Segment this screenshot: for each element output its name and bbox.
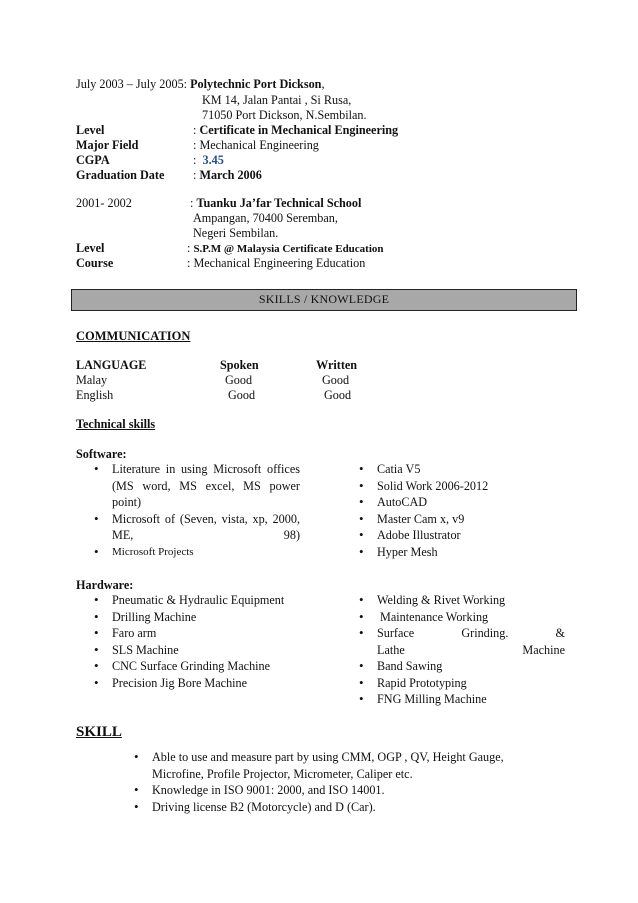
colon: : — [187, 256, 191, 270]
colon: : — [187, 241, 191, 255]
list-item: • Faro arm — [90, 625, 330, 642]
poly-cgpa-value: 3.45 — [202, 153, 224, 167]
poly-level-label: Level — [76, 123, 105, 137]
col-language: LANGUAGE — [76, 358, 147, 372]
list-item: • Catia V5 — [355, 461, 575, 478]
list-item: • Knowledge in ISO 9001: 2000, and ISO 14001. — [130, 782, 540, 799]
software-heading: Software: — [76, 447, 127, 461]
list-item: • Literature in using Microsoft offices (MS word, MS excel, MS power point) — [90, 461, 300, 511]
skill-list — [130, 749, 540, 815]
list-item: • Hyper Mesh — [355, 544, 575, 561]
tech-level-label: Level — [76, 241, 105, 255]
list-item: • Solid Work 2006-2012 — [355, 478, 575, 495]
list-item: • Band Sawing — [355, 658, 565, 675]
list-item: • Microsoft of (Seven, vista, xp, 2000, ME, 98) — [90, 511, 300, 544]
list-item: • SLS Machine — [90, 642, 330, 659]
skills-knowledge-banner: SKILLS / KNOWLEDGE — [71, 289, 577, 311]
tech-course-row — [187, 256, 365, 271]
hardware-right-list — [355, 592, 565, 708]
list-item: • Pneumatic & Hydraulic Equipment — [90, 592, 330, 609]
poly-addr1: KM 14, Jalan Pantai , Si Rusa, — [202, 93, 352, 107]
communication-heading: COMMUNICATION — [76, 329, 191, 343]
poly-field-value: Mechanical Engineering — [199, 138, 319, 152]
list-item: • Master Cam x, v9 — [355, 511, 575, 528]
tech-addr1: Ampangan, 70400 Seremban, — [193, 211, 338, 225]
tech-school: Tuanku Ja’far Technical School — [196, 196, 362, 210]
col-spoken: Spoken — [220, 358, 259, 372]
tech-course-value: Mechanical Engineering Education — [193, 256, 366, 270]
list-item: • AutoCAD — [355, 494, 575, 511]
poly-grad-label: Graduation Date — [76, 168, 165, 182]
colon: : — [193, 153, 197, 167]
poly-grad-value: March 2006 — [199, 168, 262, 182]
poly-grad-row — [193, 168, 262, 183]
lang-row-0-language: Malay — [76, 373, 108, 387]
software-left-list — [90, 461, 300, 560]
poly-addr2: 71050 Port Dickson, N.Sembilan. — [202, 108, 367, 122]
lang-row-1-spoken: Good — [228, 388, 256, 402]
lang-row-0-spoken: Good — [225, 373, 253, 387]
list-item: • Able to use and measure part by using CMM, OGP , QV, Height Gauge, Microfine, Profile Projector, Micrometer, Caliper etc. — [130, 749, 540, 782]
software-right-list — [355, 461, 575, 560]
poly-dates-line — [76, 77, 325, 92]
list-item: • FNG Milling Machine — [355, 691, 565, 708]
list-item: • Drilling Machine — [90, 609, 330, 626]
tech-dates: 2001- 2002 — [76, 196, 132, 210]
lang-row-1-written: Good — [324, 388, 352, 402]
list-item: • CNC Surface Grinding Machine — [90, 658, 330, 675]
list-item: • Driving license B2 (Motorcycle) and D (Car). — [130, 799, 540, 816]
colon: : — [193, 168, 197, 182]
poly-cgpa-label: CGPA — [76, 153, 110, 167]
hardware-left-list — [90, 592, 330, 691]
list-item: • Adobe Illustrator — [355, 527, 575, 544]
lang-row-0-written: Good — [322, 373, 350, 387]
colon: : — [193, 123, 197, 137]
poly-field-row — [193, 138, 319, 153]
colon: : — [190, 196, 194, 210]
list-item: • Surface Grinding. & Lathe Machine — [355, 625, 565, 658]
list-item: • Maintenance Working — [355, 609, 565, 626]
poly-level-value: Certificate in Mechanical Engineering — [199, 123, 399, 137]
list-item: • Rapid Prototyping — [355, 675, 565, 692]
colon: : — [193, 138, 197, 152]
poly-field-label: Major Field — [76, 138, 139, 152]
poly-level-row — [193, 123, 398, 138]
skill-heading: SKILL — [76, 724, 122, 740]
list-item: • Microsoft Projects — [90, 544, 300, 561]
tech-level-value: S.P.M @ Malaysia Certificate Education — [193, 243, 384, 255]
hardware-heading: Hardware: — [76, 578, 134, 592]
tech-course-label: Course — [76, 256, 114, 270]
col-written: Written — [316, 358, 358, 372]
poly-school: Polytechnic Port Dickson — [190, 77, 322, 91]
poly-cgpa-row — [193, 153, 224, 168]
tech-level-row — [187, 241, 384, 257]
list-item: • Welding & Rivet Working — [355, 592, 565, 609]
tech-school-row — [190, 196, 361, 211]
lang-row-1-language: English — [76, 388, 114, 402]
tech-addr2: Negeri Sembilan. — [193, 226, 279, 240]
poly-comma: , — [321, 77, 325, 91]
poly-dates: July 2003 – July 2005: — [76, 77, 188, 91]
technical-skills-heading: Technical skills — [76, 417, 156, 431]
list-item: • Precision Jig Bore Machine — [90, 675, 330, 692]
